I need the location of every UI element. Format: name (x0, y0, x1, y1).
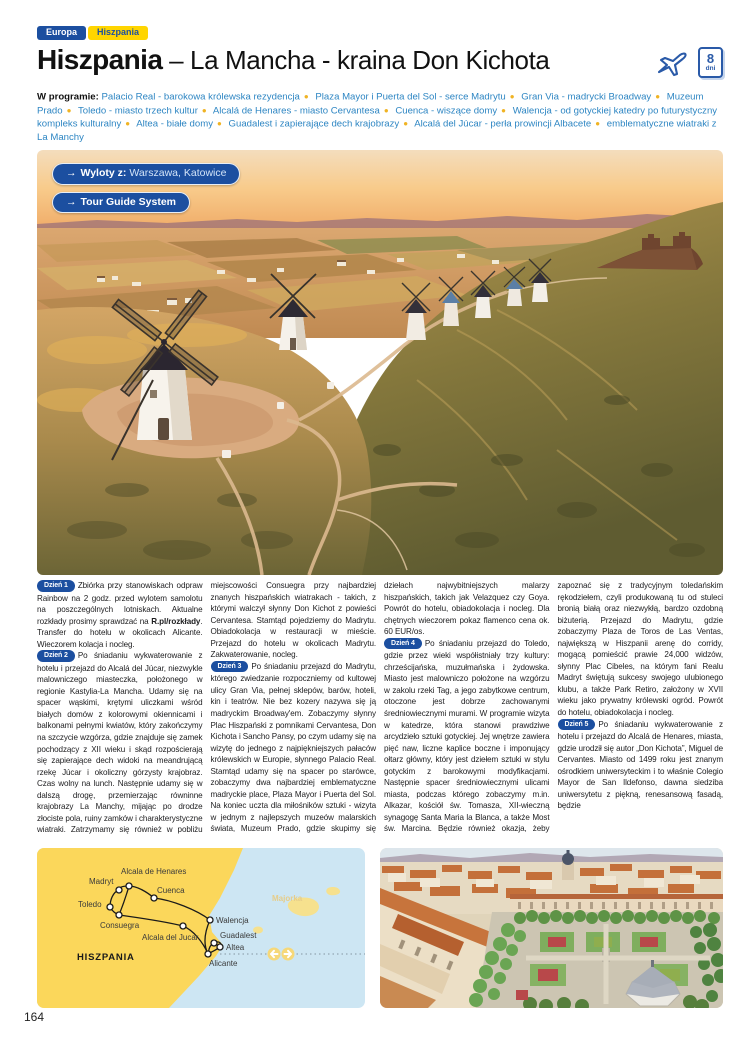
bullet-separator: ● (403, 119, 409, 129)
arrow-icon: → (66, 167, 77, 179)
bullet-separator: ● (509, 92, 515, 101)
trip-meta-icons (655, 44, 723, 78)
day-1-text: Zbiórka przy stanowiskach odpraw Rainbow na 2 godz. przed wylotem samolotu na poszczególnych lotniskach. Aktualne rozkłady prosimy sprawdzać na (37, 581, 203, 626)
departures-label: Wyloty z: (80, 167, 127, 179)
page-number: 164 (24, 1010, 45, 1024)
page-title-country: Hiszpania (37, 44, 163, 75)
city-label-consuegra: Consuegra (100, 921, 140, 930)
day-5-badge: Dzień 5 (558, 719, 596, 731)
tour-guide-system-label: Tour Guide System (80, 195, 176, 208)
bullet-separator: ● (201, 105, 207, 115)
itinerary-text (37, 580, 723, 846)
city-label-alcala-del-jucar: Alcala del Jucar (142, 933, 199, 942)
program-item: Guadalest i zapierające dech krajobrazy (228, 118, 400, 130)
bullet-separator: ● (217, 119, 222, 129)
city-label-alcala-de-henares: Alcala de Henares (121, 867, 187, 876)
program-item: Muzeum Prado (37, 91, 704, 117)
trip-duration-badge (698, 47, 723, 78)
day-2-text: Po śniadaniu wykwaterowanie z hotelu i przejazd do Alcalá del Júcar, niezwykle malowniczego miasteczka, położonego w regionie Kastylia-La Mancha. Udamy się na spacer wąskimi, krętymi uliczkami wśród białych domów z kolorowymi okiennicami i balkonami pełnymi kwiatów, który zakończymy na szczycie wzgórza, gdzie znajduje się zamek pochodzący z XII wieku i skąd rozpościerają się zapierające dech widoki na meandrującą rzekę Júcar i okoliczny górzysty krajobraz. Czas wolny na lunch. Następnie udamy się w dalszą drogę, przemierzając równinne krajobrazy La Manchy, mijając po drodze złociste pola, ruiny zamków i charakterystyczne wiatraki. Zatrzymamy się również w pobliżu miejscowości Consuegra przy najbardziej znanych hiszpańskich wiatrakach - takich, z którymi walczył słynny Don Kichot z powieści Cervantesa. Stamtąd pojedziemy do Madrytu. Obiadokolacja w restauracji w mieście. Przejazd do hotelu w okolicach Madrytu. Zakwaterowanie, nocleg. (37, 581, 376, 835)
spain-route-map (37, 848, 365, 1008)
plaza (469, 910, 723, 1008)
program-item: Palacio Real - barokowa królewska rezydencja (101, 91, 300, 103)
bullet-separator: ● (383, 105, 389, 115)
breadcrumb (37, 26, 148, 40)
bullet-separator: ● (303, 92, 309, 101)
day-4-text: Po śniadaniu przejazd do Toledo, gdzie przez wieki współistniały trzy kultury: chrześcijańska, muzułmańska i żydowska. Miasto jest malowniczo położone na wzgórzu w zakolu rzeki Tag, a jego zabytkowe centrum, otoczone jest dobrze zachowanymi średniowiecznymi murami. W programie wizyta w katedrze, która stanowi prawdziwe arcydzieło sztuki gotyckiej. Jej wnętrze zawiera pięć naw, liczne kaplice boczne i imponujący ołtarz główny, który jest dziełem sztuki w stylu gotyckim z barokowymi modyfikacjami. Następnie spacer średniowiecznymi ulicami miasta, podczas którego zobaczymy m.in. Alkazar, kościół św. Tomasza, XII-wieczną synagogę Santa Maria la Blanca, a także Most św. Marcina. Będzie również okazja, żeby zapoznać się z tradycyjnym toledańskim rękodziełem, czyli produkowaną tu od stuleci bronią białą oraz niezwykłą, bardzo ozdobną biżuterią. Przejazd do Madrytu, gdzie zobaczymy Plaza de Toros de Las Ventas, największą w Hiszpanii arenę do corridy, mogącą pomieścić prawie 24,000 widzów, słynny Plac Cibeles, na którym fani Realu Madryt świętują sukcesy swojego ulubionego klubu, a także Park Retiro, założony w XVII wieku jako prywatny królewski ogród. Powrót do hotelu, obiadokolacja i nocleg. (384, 581, 723, 834)
bullet-separator: ● (655, 92, 661, 101)
page-title (37, 44, 549, 76)
breadcrumb-country[interactable]: Hiszpania (88, 26, 148, 40)
bullet-separator: ● (125, 119, 131, 129)
hero-photo-consuegra-windmills (37, 150, 723, 575)
breadcrumb-region[interactable]: Europa (37, 26, 86, 40)
day-5-text: Po śniadaniu wykwaterowanie z hotelu i przejazd do Alcalá de Henares, miasta, gdzie urodził się autor „Don Kichota”, Miguel de Cervantes. Miasto od 1499 roku jest znanym ośrodkiem uniwersyteckim i to właśnie Colegio Mayor de San Ildefonso, dawna siedziba uniwersytetu z piękną, renesansową fasadą, będzie (557, 719, 723, 811)
departures-cities: Warszawa, Katowice (129, 167, 227, 179)
program-item: Gran Via - madrycki Broadway (521, 91, 652, 103)
city-label-cuenca: Cuenca (157, 886, 185, 895)
arrow-icon: → (66, 195, 77, 208)
hero-badges (52, 163, 240, 213)
city-label-guadalest: Guadalest (220, 931, 257, 940)
departures-badge[interactable] (52, 163, 240, 185)
day-1-paragraph (37, 580, 203, 650)
program-item: Alcalá del Júcar - perła prowincji Albacete (414, 118, 592, 130)
route-map (37, 848, 365, 1008)
day-5-paragraph (558, 719, 724, 812)
trip-duration-number: 8 (706, 51, 715, 66)
title-row (37, 44, 723, 78)
day-4-badge: Dzień 4 (384, 638, 422, 650)
trip-duration-unit: dni (705, 65, 716, 72)
city-label-toledo: Toledo (78, 900, 102, 909)
program-item: Walencja - od gotyckiej katedry po futurystyczny kompleks kulturalny (37, 105, 718, 130)
program-item: Alcalá de Henares - miasto Cervantesa (212, 105, 380, 117)
plaza-photo-alcala (380, 848, 723, 1008)
page-title-subtitle: – La Mancha - kraina Don Kichota (162, 45, 550, 75)
schedules-link[interactable]: R.pl/rozkłady (151, 616, 201, 626)
program-summary (37, 90, 723, 144)
city-label-madryt: Madryt (89, 877, 114, 886)
bullet-separator: ● (595, 119, 601, 129)
day-2-badge: Dzień 2 (37, 650, 75, 662)
program-item: Toledo - miasto trzech kultur (77, 105, 198, 117)
day-3-text: Po śniadaniu przejazd do Madrytu, którego zwiedzanie rozpoczniemy od kultowej ulicy Gran Via, pełnej sklepów, barów, hoteli, kin i teatrów. Nie bez kozery nazywa się ją madryckim Broadway'em. Zobaczymy słynny Plac Hiszpański z pomnikami Cervantesa, Don Kichota i Sancho Pansy, po czym udamy się na wizytę do jednego z najpiękniejszych pałaców królewskich w Europie, słynnego Palacio Real. Stamtąd udamy się na spacer po starówce, zobaczymy dwa najbardziej emblematyczne madryckie place, Plaza Mayor i Puerta del Sol. Na koniec uczta dla miłośników sztuki - wizyta w jednym z najlepszych muzeów malarskich świata, Muzeum Prado, gdzie skupimy się dziełach najwybitniejszych malarzy hiszpańskich, takich jak Velazquez czy Goya. Powrót do hotelu, obiadokolacja i nocleg. Dla chętnych wieczorem pokaz flamenco cena ok. 60 EUR/os. (210, 581, 550, 834)
program-item: Cuenca - wiszące domy (395, 105, 498, 117)
bullet-separator: ● (501, 105, 507, 115)
island-label: Majorka (272, 894, 303, 903)
program-item: Plaza Mayor i Puerta del Sol - serce Madrytu (315, 91, 506, 103)
city-label-walencja: Walencja (216, 916, 249, 925)
plaza-aerial-illustration (380, 848, 723, 1008)
program-label: W programie: (37, 91, 99, 103)
day-1-badge: Dzień 1 (37, 580, 75, 592)
city-label-altea: Altea (226, 943, 245, 952)
bullet-separator: ● (66, 105, 72, 115)
country-label: HISZPANIA (77, 952, 135, 963)
day-3-badge: Dzień 3 (211, 661, 249, 673)
city-label-alicante: Alicante (209, 959, 238, 968)
windmills-landscape-illustration (37, 150, 723, 575)
program-item: Altea - białe domy (136, 118, 214, 130)
day-1-text-cont: . Transfer do hotelu w okolicach Alicante. Wieczorem kolacja i nocleg. (37, 616, 203, 649)
program-item: emblematyczne wiatraki z La Manchy (37, 118, 717, 144)
plane-icon (655, 48, 689, 78)
tour-guide-system-badge[interactable] (52, 192, 190, 214)
